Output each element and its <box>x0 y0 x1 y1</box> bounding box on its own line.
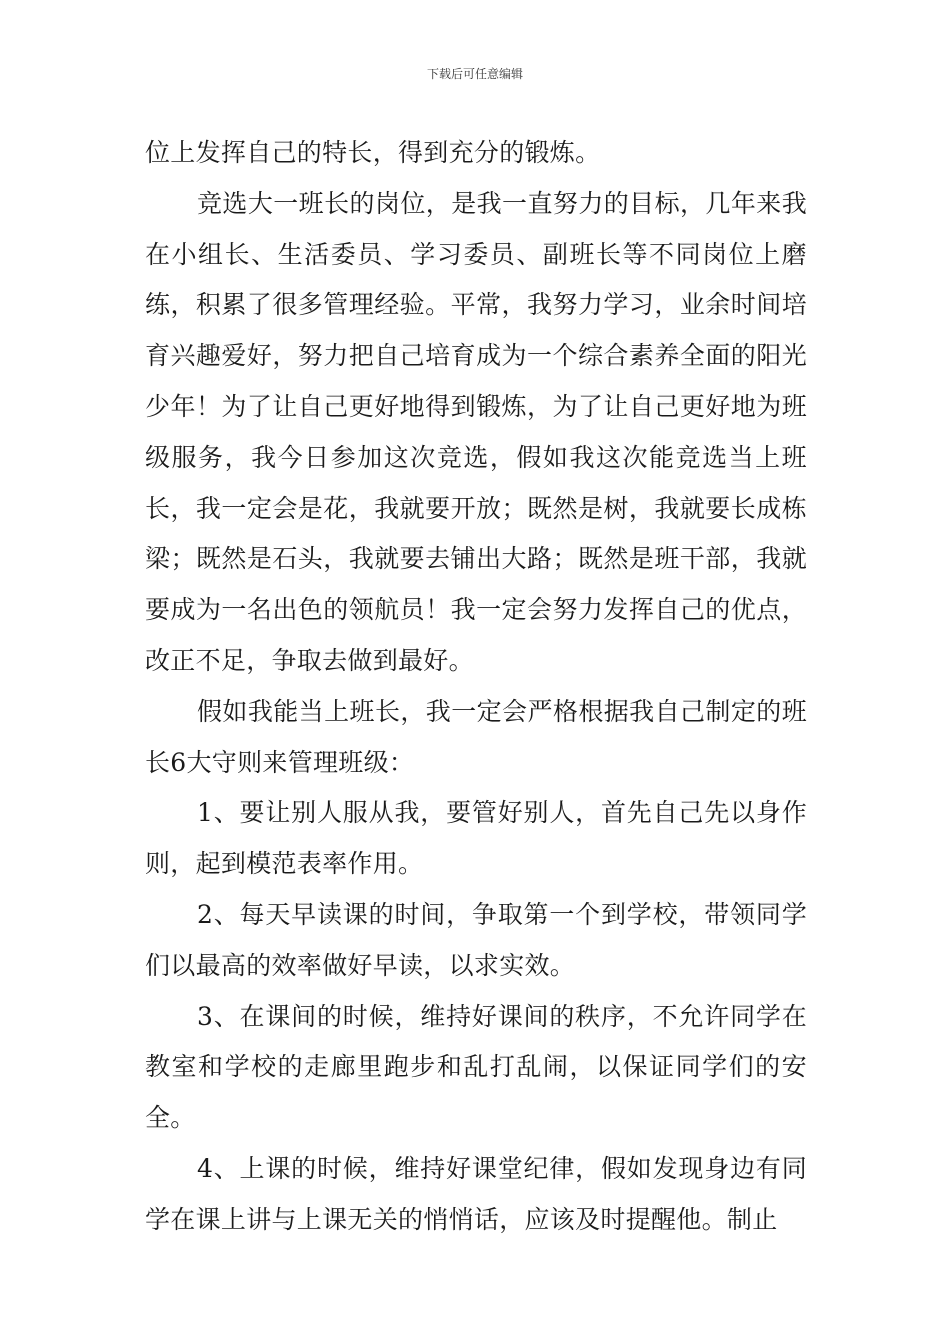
paragraph-continuation: 位上发挥自己的特长，得到充分的锻炼。 <box>145 138 601 167</box>
header-note: 下载后可任意编辑 <box>426 67 523 81</box>
document-body <box>145 128 807 1246</box>
paragraph-rule-2: 2、每天早读课的时间，争取第一个到学校，带领同学们以最高的效率做好早读，以求实效。 <box>145 899 807 980</box>
paragraph-rule-4: 4、上课的时候，维持好课堂纪律，假如发现身边有同学在课上讲与上课无关的悄悄话，应该及时提醒他。制止 <box>145 1153 807 1234</box>
paragraph-campaign-goal: 竞选大一班长的岗位，是我一直努力的目标，几年来我在小组长、生活委员、学习委员、副班长等不同岗位上磨练，积累了很多管理经验。平常，我努力学习，业余时间培育兴趣爱好，努力把自己培育成为一个综合素养全面的阳光少年！为了让自己更好地得到锻炼，为了让自己更好地为班级服务，我今日参加这次竞选，假如我这次能竞选当上班长，我一定会是花，我就要开放；既然是树，我就要长成栋梁；既然是石头，我就要去铺出大路；既然是班干部，我就要成为一名出色的领航员！我一定会努力发挥自己的优点，改正不足，争取去做到最好。 <box>145 188 807 675</box>
paragraph-rule-1: 1、要让别人服从我，要管好别人，首先自己先以身作则，起到模范表率作用。 <box>145 798 807 879</box>
paragraph-rule-3: 3、在课间的时候，维持好课间的秩序，不允许同学在教室和学校的走廊里跑步和乱打乱闹，以保证同学们的安全。 <box>145 1001 807 1133</box>
paragraph-six-rules-intro: 假如我能当上班长，我一定会严格根据我自己制定的班长6大守则来管理班级： <box>145 696 807 777</box>
